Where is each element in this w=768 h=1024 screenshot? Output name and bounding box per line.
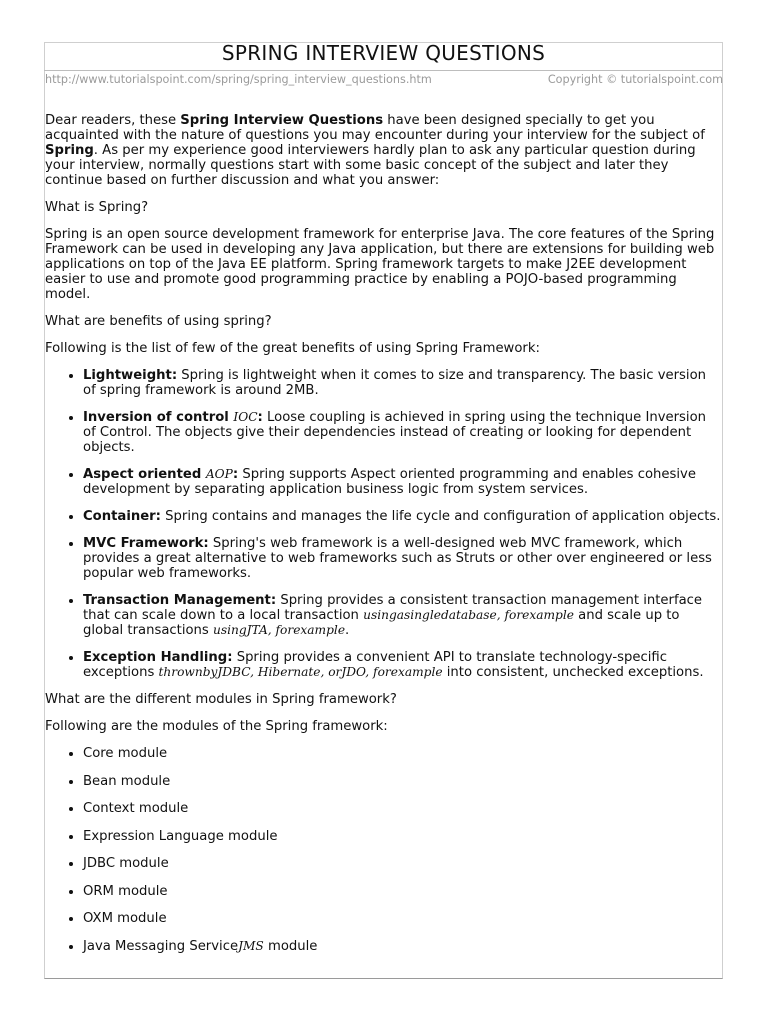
- list-item: Expression Language module: [83, 829, 722, 844]
- modules-lead: Following are the modules of the Spring framework:: [45, 719, 388, 734]
- list-item: Transaction Management: Spring provides a consistent transaction management interface that can scale down to a local transaction usingasingledatabase, forexample and scale up to global transactions usingJTA, forexample.: [83, 593, 722, 638]
- answer-what-is-spring: Spring is an open source development framework for enterprise Java. The core features of the Spring Framework can be used in developing any Java application, but there are extensions for building web applications on top of the Java EE platform. Spring framework targets to make J2EE development easier to use and promote good programming practice by enabling a POJO-based programming model.: [45, 227, 715, 302]
- list-item: MVC Framework: Spring's web framework is a well-designed web MVC framework, which provides a great alternative to web frameworks such as Struts or other over engineered or less popular web frameworks.: [83, 536, 722, 581]
- list-item: Lightweight: Spring is lightweight when it comes to size and transparency. The basic version of spring framework is around 2MB.: [83, 368, 722, 398]
- list-item: Container: Spring contains and manages the life cycle and configuration of application objects.: [83, 509, 721, 524]
- modules-list: [45, 746, 722, 954]
- question-what-is-spring: What is Spring?: [45, 200, 149, 215]
- question-benefits: What are benefits of using spring?: [45, 314, 272, 329]
- benefits-list: [45, 368, 722, 680]
- list-item: Context module: [83, 801, 722, 816]
- question-modules: What are the different modules in Spring framework?: [45, 692, 397, 707]
- list-item: OXM module: [83, 911, 722, 926]
- list-item: Aspect oriented AOP: Spring supports Aspect oriented programming and enables cohesive development by separating application business logic from system services.: [83, 467, 722, 497]
- document-body: [45, 113, 722, 966]
- page-title: SPRING INTERVIEW QUESTIONS: [221, 41, 546, 65]
- list-item: ORM module: [83, 884, 722, 899]
- list-item: Exception Handling: Spring provides a convenient API to translate technology-specific exceptions thrownbyJDBC, Hibernate, orJDO, forexample into consistent, unchecked exceptions.: [83, 650, 722, 680]
- list-item: Bean module: [83, 774, 722, 789]
- source-url: http://www.tutorialspoint.com/spring/spring_interview_questions.htm: [45, 73, 432, 86]
- benefits-lead: Following is the list of few of the great benefits of using Spring Framework:: [45, 341, 540, 356]
- list-item: Inversion of control IOC: Loose coupling is achieved in spring using the technique Inversion of Control. The objects give their dependencies instead of creating or looking for dependent objects.: [83, 410, 722, 455]
- list-item: JDBC module: [83, 856, 722, 871]
- title-divider: [44, 70, 723, 71]
- list-item: Java Messaging ServiceJMS module: [83, 939, 722, 954]
- intro-paragraph: Dear readers, these Spring Interview Questions have been designed specially to get you acquainted with the nature of questions you may encounter during your interview for the subject of Spring. As per my experience good interviewers hardly plan to ask any particular question during your interview, normally questions start with some basic concept of the subject and later they continue based on further discussion and what you answer:: [45, 113, 705, 188]
- copyright-notice: Copyright © tutorialspoint.com: [547, 73, 723, 86]
- list-item: Core module: [83, 746, 722, 761]
